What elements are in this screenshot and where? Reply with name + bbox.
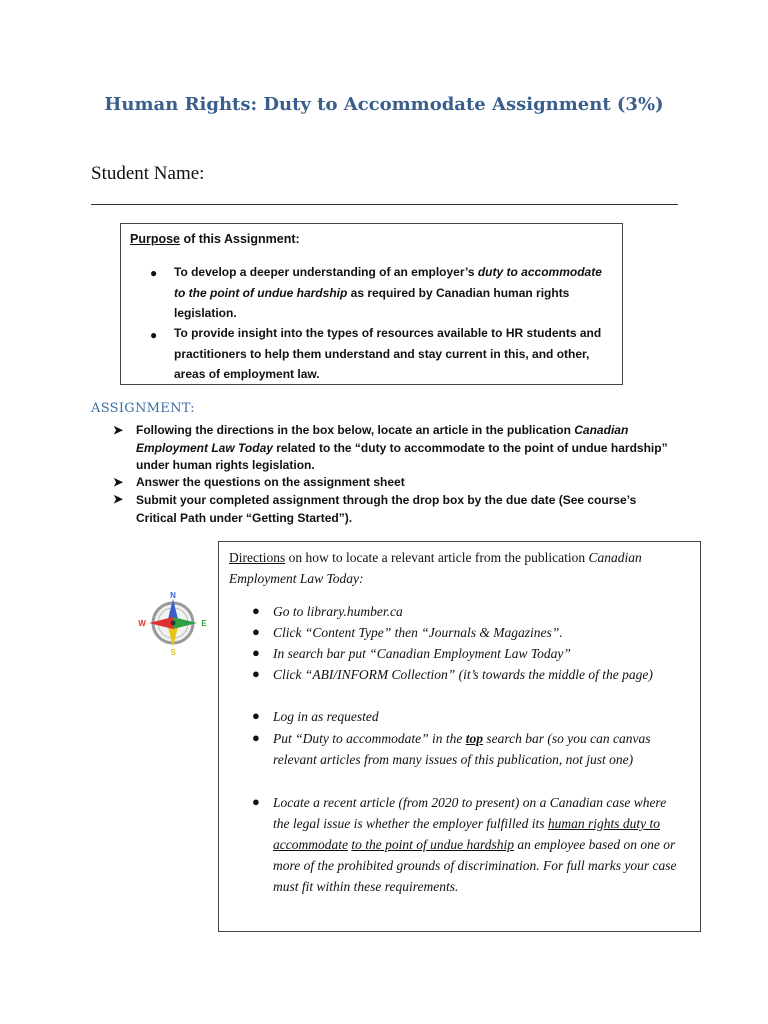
compass-south-label: S [170,648,176,656]
bullet-icon: ● [252,603,260,618]
assignment-item-3: Submit your completed assignment through the drop box by the due date (See course’s Critical Path under “Getting Started”). [136,493,637,525]
directions-intro: Directions on how to locate a relevant article from the publication Canadian Employment Law Today: [229,550,642,586]
student-name-label: Student Name: [91,163,205,184]
bullet-icon: ● [252,730,260,745]
compass-west-label: W [138,619,146,628]
bullet-icon: ● [252,666,260,681]
page-title: Human Rights: Duty to Accommodate Assignment (3%) [104,94,664,115]
compass-icon [137,590,209,656]
assignment-item-1: Following the directions in the box below, locate an article in the publication Canadian Employment Law Today related to the “duty to accommodate to the point of undue hardship” under human rights legislation. [136,423,668,472]
arrow-bullet-icon: ➤ [113,423,124,437]
bullet-icon: ● [150,266,158,280]
purpose-heading-rest: of this Assignment: [180,232,300,246]
compass-east-label: E [201,619,207,628]
purpose-box [120,223,623,385]
directions-box [218,541,701,932]
arrow-bullet-icon: ➤ [113,475,124,489]
compass-north-label: N [170,591,176,600]
bullet-icon: ● [150,328,158,342]
bullet-icon: ● [252,708,260,723]
directions-step-2: Click “Content Type” then “Journals & Magazines”. [273,625,563,640]
bullet-icon: ● [252,645,260,660]
directions-step-4: Click “ABI/INFORM Collection” (it’s towards the middle of the page) [273,667,653,682]
purpose-bullet-1: To develop a deeper understanding of an employer’s duty to accommodate to the point of undue hardship as required by Canadian human rights legislation. [174,265,602,320]
assignment-item-2: Answer the questions on the assignment sheet [136,475,405,489]
directions-step-7: Locate a recent article (from 2020 to present) on a Canadian case where the legal issue is whether the employer fulfilled its human rights duty to accommodate to the point of undue hardship an employee based on one or more of the prohibited grounds of discrimination. For full marks your case must fit within these requirements. [273,795,677,894]
directions-step-1: Go to library.humber.ca [273,604,403,619]
directions-step-6: Put “Duty to accommodate” in the top search bar (so you can canvas relevant articles from many issues of this publication, not just one) [273,731,651,767]
purpose-heading [130,232,300,246]
purpose-word: Purpose [130,232,181,246]
directions-step-3: In search bar put “Canadian Employment Law Today” [273,646,571,661]
assignment-heading: ASSIGNMENT: [91,401,195,416]
student-name-line [91,204,678,205]
arrow-bullet-icon: ➤ [113,492,124,506]
purpose-bullet-2: To provide insight into the types of resources available to HR students and practitioners to help them understand and stay current in this, and other, areas of employment law. [174,326,602,381]
bullet-icon: ● [252,794,260,809]
directions-step-5: Log in as requested [273,709,379,724]
bullet-icon: ● [252,624,260,639]
